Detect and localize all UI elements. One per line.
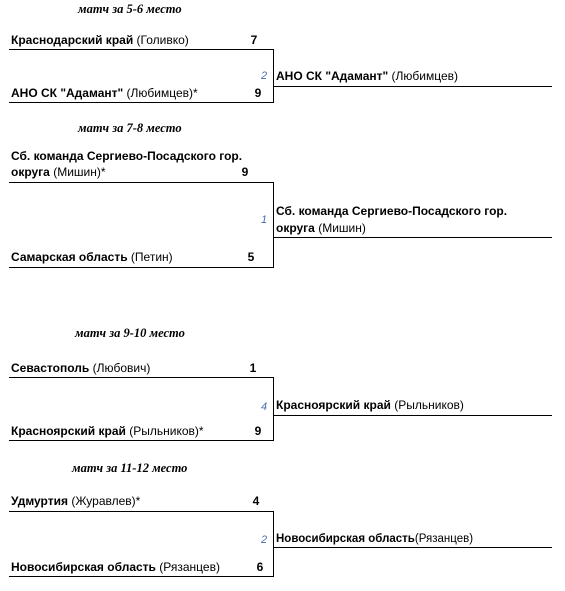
team-name: Севастополь (11, 361, 90, 375)
team-name-line2: округа (11, 165, 50, 179)
winner-row (276, 204, 507, 219)
team-name: Удмуртия (11, 494, 68, 508)
score: 9 (254, 86, 262, 100)
score: 6 (256, 560, 264, 574)
bracket-connector (273, 182, 274, 268)
coach-name: (Петин) (130, 250, 173, 264)
team-name-line1: Сб. команда Сергиево-Посадского гор. (11, 149, 243, 163)
bracket-line (9, 102, 274, 103)
score: 5 (247, 250, 255, 264)
winner-line (274, 86, 552, 87)
match-number: 4 (260, 401, 268, 413)
match-title: матч за 5-6 место (78, 2, 182, 16)
bracket-line (9, 267, 274, 268)
winner-row (276, 221, 366, 236)
team-row (11, 250, 173, 265)
match-number: 2 (260, 534, 268, 546)
winner-name: Красноярский край (276, 398, 391, 412)
winner-line (274, 237, 552, 238)
winner-line (274, 547, 552, 548)
coach-name: (Любимцев) (126, 86, 194, 100)
team-row (11, 149, 242, 164)
coach-name: (Журавлев) (71, 494, 136, 508)
score: 9 (241, 165, 249, 179)
team-name: Краснодарский край (11, 33, 134, 47)
team-row (11, 165, 106, 180)
winner-name: Новосибирская область (276, 533, 415, 545)
team-row (11, 86, 198, 101)
match-number: 2 (260, 70, 268, 82)
winner-name-line2: округа (276, 221, 315, 235)
team-row (11, 424, 204, 439)
winner-row (276, 398, 464, 413)
star-mark: * (100, 165, 106, 179)
winner-name: АНО СК "Адамант" (276, 69, 389, 83)
star-mark: * (198, 424, 204, 438)
team-name: Новосибирская область (11, 560, 156, 574)
bracket-line (9, 182, 274, 183)
team-row (11, 361, 150, 376)
team-name: Самарская область (11, 250, 128, 264)
match-number: 1 (260, 214, 268, 226)
score: 1 (249, 361, 257, 375)
star-mark: * (135, 494, 141, 508)
coach-name: (Рязанцев) (414, 533, 474, 545)
team-name: АНО СК "Адамант" (11, 86, 124, 100)
match-title: матч за 7-8 место (78, 121, 182, 135)
match-title: матч за 9-10 место (75, 326, 185, 340)
score: 4 (252, 494, 260, 508)
winner-row (276, 69, 458, 84)
winner-name-line1: Сб. команда Сергиево-Посадского гор. (276, 204, 508, 218)
bracket-line (9, 576, 274, 577)
team-row (11, 33, 189, 48)
coach-name: (Мишин) (318, 221, 366, 235)
winner-row (276, 532, 473, 547)
score: 9 (254, 424, 262, 438)
coach-name: (Голивко) (136, 33, 189, 47)
coach-name: (Любимцев) (391, 69, 459, 83)
bracket-connector (273, 377, 274, 441)
team-row (11, 560, 220, 575)
bracket-connector (273, 511, 274, 577)
winner-line (274, 415, 552, 416)
score: 7 (250, 33, 258, 47)
bracket-line (9, 377, 274, 378)
coach-name: (Любович) (92, 361, 151, 375)
coach-name: (Мишин) (53, 165, 101, 179)
coach-name: (Рыльников) (129, 424, 199, 438)
bracket-line (9, 440, 274, 441)
team-row (11, 494, 140, 509)
bracket-connector (273, 49, 274, 103)
coach-name: (Рыльников) (394, 398, 464, 412)
bracket-line (9, 511, 274, 512)
star-mark: * (193, 86, 198, 100)
match-title: матч за 11-12 место (72, 461, 188, 475)
coach-name: (Рязанцев) (159, 560, 220, 574)
bracket-line (9, 49, 274, 50)
team-name: Красноярский край (11, 424, 126, 438)
